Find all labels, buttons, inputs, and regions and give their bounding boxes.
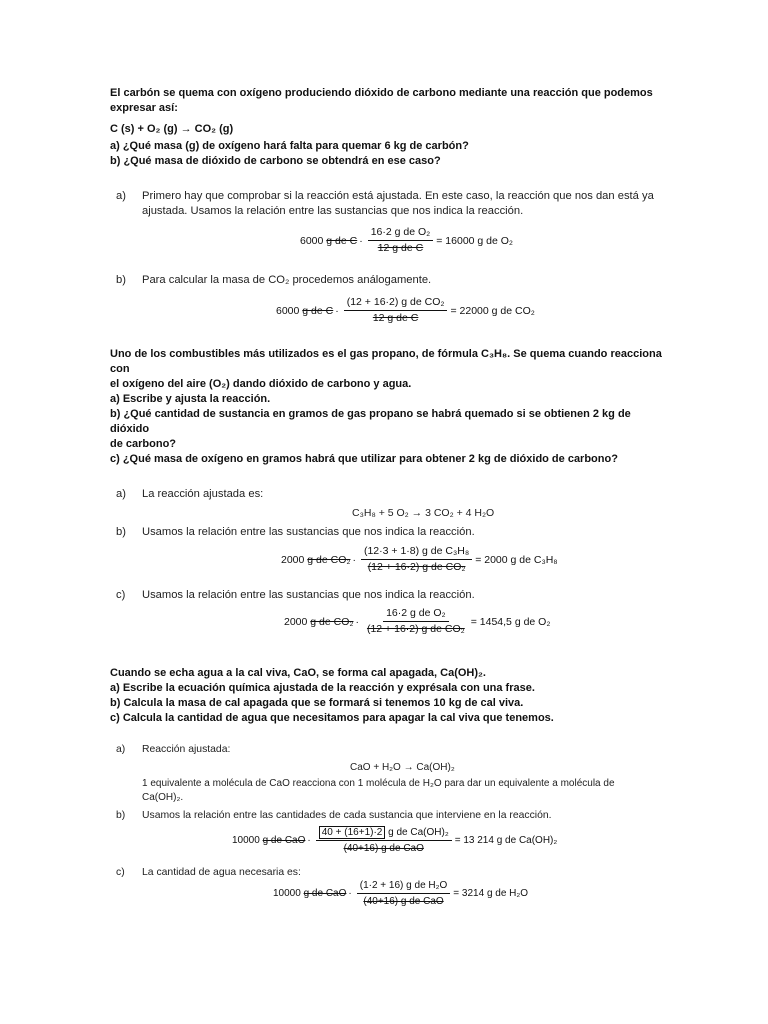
solution-3-equation-b: 10000 g de CaO · $\frac{\text{40 + (16+1)·2 g de Ca(OH)₂}}{\text{(40+16) g de CaO}}$ = 13 214 g de Ca(OH)₂: [232, 827, 558, 854]
equation-quantity: 2000: [284, 615, 308, 628]
solution-1-a-text-line-1: Primero hay que comprobar si la reacción está ajustada. En este caso, la reacción que nos dan está ya: [142, 190, 654, 202]
equation-fraction: [364, 607, 468, 636]
problem-1-intro-line-2: expresar así:: [110, 102, 178, 114]
solution-3-c-tag: c): [116, 867, 125, 878]
problem-2-question-a: a) Escribe y ajusta la reacción.: [110, 393, 271, 405]
solution-3-a-text: Reacción ajustada:: [142, 744, 231, 755]
fraction-denominator: (12 + 16·2) g de CO₂: [366, 623, 465, 635]
solution-1-a-text-line-2: ajustada. Usamos la relación entre las sustancias que nos indica la reacción.: [142, 205, 524, 217]
problem-1-reaction: C (s) + O₂ (g) → CO₂ (g): [110, 123, 234, 135]
solution-1-equation-b: 6000 g de C · $\frac{\text{(12 + 16·2) g de CO₂}}{\text{12 g de C}}$ = 22000 g de CO₂: [276, 296, 535, 324]
solution-1-b-tag: b): [116, 274, 126, 286]
solution-2-b: [116, 525, 475, 540]
fraction-numerator: [316, 826, 452, 841]
solution-3-a-explanation-line-1: 1 equivalente a molécula de CaO reacciona con 1 molécula de H₂O para dar un equivalente a molécula de: [142, 778, 615, 789]
solution-1-a-tag: a): [116, 190, 126, 202]
solution-3-b: [116, 808, 552, 823]
fraction-denominator: (12 + 16·2) g de CO₂: [367, 561, 466, 573]
problem-2-line-1: Uno de los combustibles más utilizados es el gas propano, de fórmula C₃H₈. Se quema cuando reacciona: [110, 348, 662, 360]
solution-2-c-tag: c): [116, 589, 126, 601]
problem-3-question-a: a) Escribe la ecuación química ajustada de la reacción y exprésala con una frase.: [110, 682, 535, 694]
problem-2-question-b: b) ¿Qué cantidad de sustancia en gramos de gas propano se habrá quemado si se obtienen 2 kg de: [110, 408, 631, 420]
equation-fraction: [357, 879, 451, 908]
problem-2-statement: [110, 347, 662, 467]
problem-2-line-2: con: [110, 363, 130, 375]
equation-quantity: 10000: [273, 888, 301, 899]
numerator-bracket: 40 + (16+1)·2: [319, 826, 386, 839]
solution-3-c-text: La cantidad de agua necesaria es:: [142, 867, 301, 878]
solution-3-b-text: Usamos la relación entre las cantidades de cada sustancia que interviene en la reacción.: [142, 810, 552, 821]
solution-3-a-explanation-line-2: Ca(OH)₂.: [142, 792, 184, 803]
equation-quantity: 10000: [232, 835, 260, 846]
equation-cancelled-unit: g de CaO: [303, 888, 347, 899]
solution-2-reaction: C₃H₈ + 5 O₂ → 3 CO₂ + 4 H₂O: [352, 507, 495, 519]
equation-result: = 22000 g de CO₂: [450, 304, 535, 317]
solution-2-b-tag: b): [116, 526, 126, 538]
solution-3-reaction: CaO + H₂O → Ca(OH)₂: [350, 762, 455, 773]
problem-1-question-b: b) ¿Qué masa de dióxido de carbono se obtendrá en ese caso?: [110, 155, 441, 167]
solution-2-c-text: Usamos la relación entre las sustancias que nos indica la reacción.: [142, 589, 475, 601]
problem-1-intro-line-1: El carbón se quema con oxígeno produciendo dióxido de carbono mediante una reacción que podemos: [110, 87, 653, 99]
equation-result: = 2000 g de C₃H₈: [475, 553, 558, 566]
fraction-denominator: 12 g de C: [377, 242, 424, 254]
solution-2-a-tag: a): [116, 488, 126, 500]
solution-2-a: [116, 487, 263, 502]
fraction-numerator: 16·2 g de O₂: [368, 226, 434, 241]
solution-1-a: [116, 189, 654, 204]
solution-3-b-tag: b): [116, 810, 126, 821]
problem-2-line-3: el oxígeno del aire (O₂) dando dióxido de carbono y agua.: [110, 378, 412, 390]
solution-1-equation-a: 6000 g de C · $\frac{\text{16·2 g de O₂}}{\text{12 g de C}}$ = 16000 g de O₂: [300, 226, 514, 254]
problem-1-question-a: a) ¿Qué masa (g) de oxígeno hará falta para quemar 6 kg de carbón?: [110, 140, 469, 152]
fraction-denominator: (40+16) g de CaO: [363, 896, 444, 907]
solution-2-equation-b: 2000 g de CO₂ · $\frac{\text{(12·3 + 1·8) g de C₃H₈}}{\text{(12 + 16·2) g de CO₂}}$ = 2000 g de C₃H₈: [281, 545, 558, 573]
solution-1-b: [116, 273, 431, 288]
solution-2-c: [116, 588, 475, 603]
equation-result: = 3214 g de H₂O: [453, 888, 529, 899]
problem-3-line-1: Cuando se echa agua a la cal viva, CaO, se forma cal apagada, Ca(OH)₂.: [110, 667, 486, 679]
equation-cancelled-unit: g de C: [326, 234, 358, 247]
equation-cancelled-unit: g de CaO: [262, 835, 306, 846]
problem-3-statement: [110, 666, 655, 726]
solution-2-a-text: La reacción ajustada es:: [142, 488, 264, 500]
problem-3-question-b: b) Calcula la masa de cal apagada que se formará si tenemos 10 kg de cal viva.: [110, 697, 524, 709]
equation-quantity: 6000: [300, 234, 324, 247]
solution-3-a: [116, 742, 230, 757]
fraction-numerator: 16·2 g de O₂: [383, 607, 449, 622]
equation-fraction: [361, 545, 472, 574]
equation-result: = 13 214 g de Ca(OH)₂: [454, 835, 558, 846]
problem-2-line-6: dióxido: [110, 423, 150, 435]
equation-cancelled-unit: g de C: [302, 304, 334, 317]
equation-fraction: [316, 826, 452, 855]
solution-3-a-tag: a): [116, 744, 126, 755]
problem-1-statement: [110, 86, 655, 169]
fraction-denominator: (40+16) g de CaO: [343, 843, 424, 854]
equation-quantity: 6000: [276, 304, 300, 317]
solution-2-equation-c: 2000 g de CO₂ · $\frac{\text{16·2 g de O₂}}{\text{(12 + 16·2) g de CO₂}}$ = 1454,5 g de O₂: [284, 607, 551, 635]
fraction-numerator: (12 + 16·2) g de CO₂: [344, 296, 448, 311]
equation-fraction: [368, 226, 434, 255]
fraction-numerator: (12·3 + 1·8) g de C₃H₈: [361, 545, 472, 560]
equation-quantity: 2000: [281, 553, 305, 566]
fraction-numerator: (1·2 + 16) g de H₂O: [357, 879, 451, 894]
solution-3-equation-c: 10000 g de CaO · $\frac{\text{(1·2 + 16) g de H₂O}}{\text{(40+16) g de CaO}}$ = 3214 g de H₂O: [273, 880, 529, 907]
problem-2-question-c: c) ¿Qué masa de oxígeno en gramos habrá que utilizar para obtener 2 kg de dióxido de carbono?: [110, 453, 618, 465]
fraction-denominator: 12 g de C: [372, 312, 419, 324]
equation-cancelled-unit: g de CO₂: [310, 615, 354, 628]
solution-1-b-text: Para calcular la masa de CO₂ procedemos análogamente.: [142, 274, 432, 286]
equation-result: = 16000 g de O₂: [436, 234, 514, 247]
equation-fraction: [344, 296, 448, 325]
problem-3-question-c: c) Calcula la cantidad de agua que necesitamos para apagar la cal viva que tenemos.: [110, 712, 554, 724]
problem-2-line-7: de carbono?: [110, 438, 177, 450]
numerator-unit: g de Ca(OH)₂: [388, 827, 449, 838]
equation-result: = 1454,5 g de O₂: [470, 615, 551, 628]
solution-2-b-text: Usamos la relación entre las sustancias que nos indica la reacción.: [142, 526, 475, 538]
equation-cancelled-unit: g de CO₂: [307, 553, 351, 566]
solution-3-c: [116, 865, 301, 880]
